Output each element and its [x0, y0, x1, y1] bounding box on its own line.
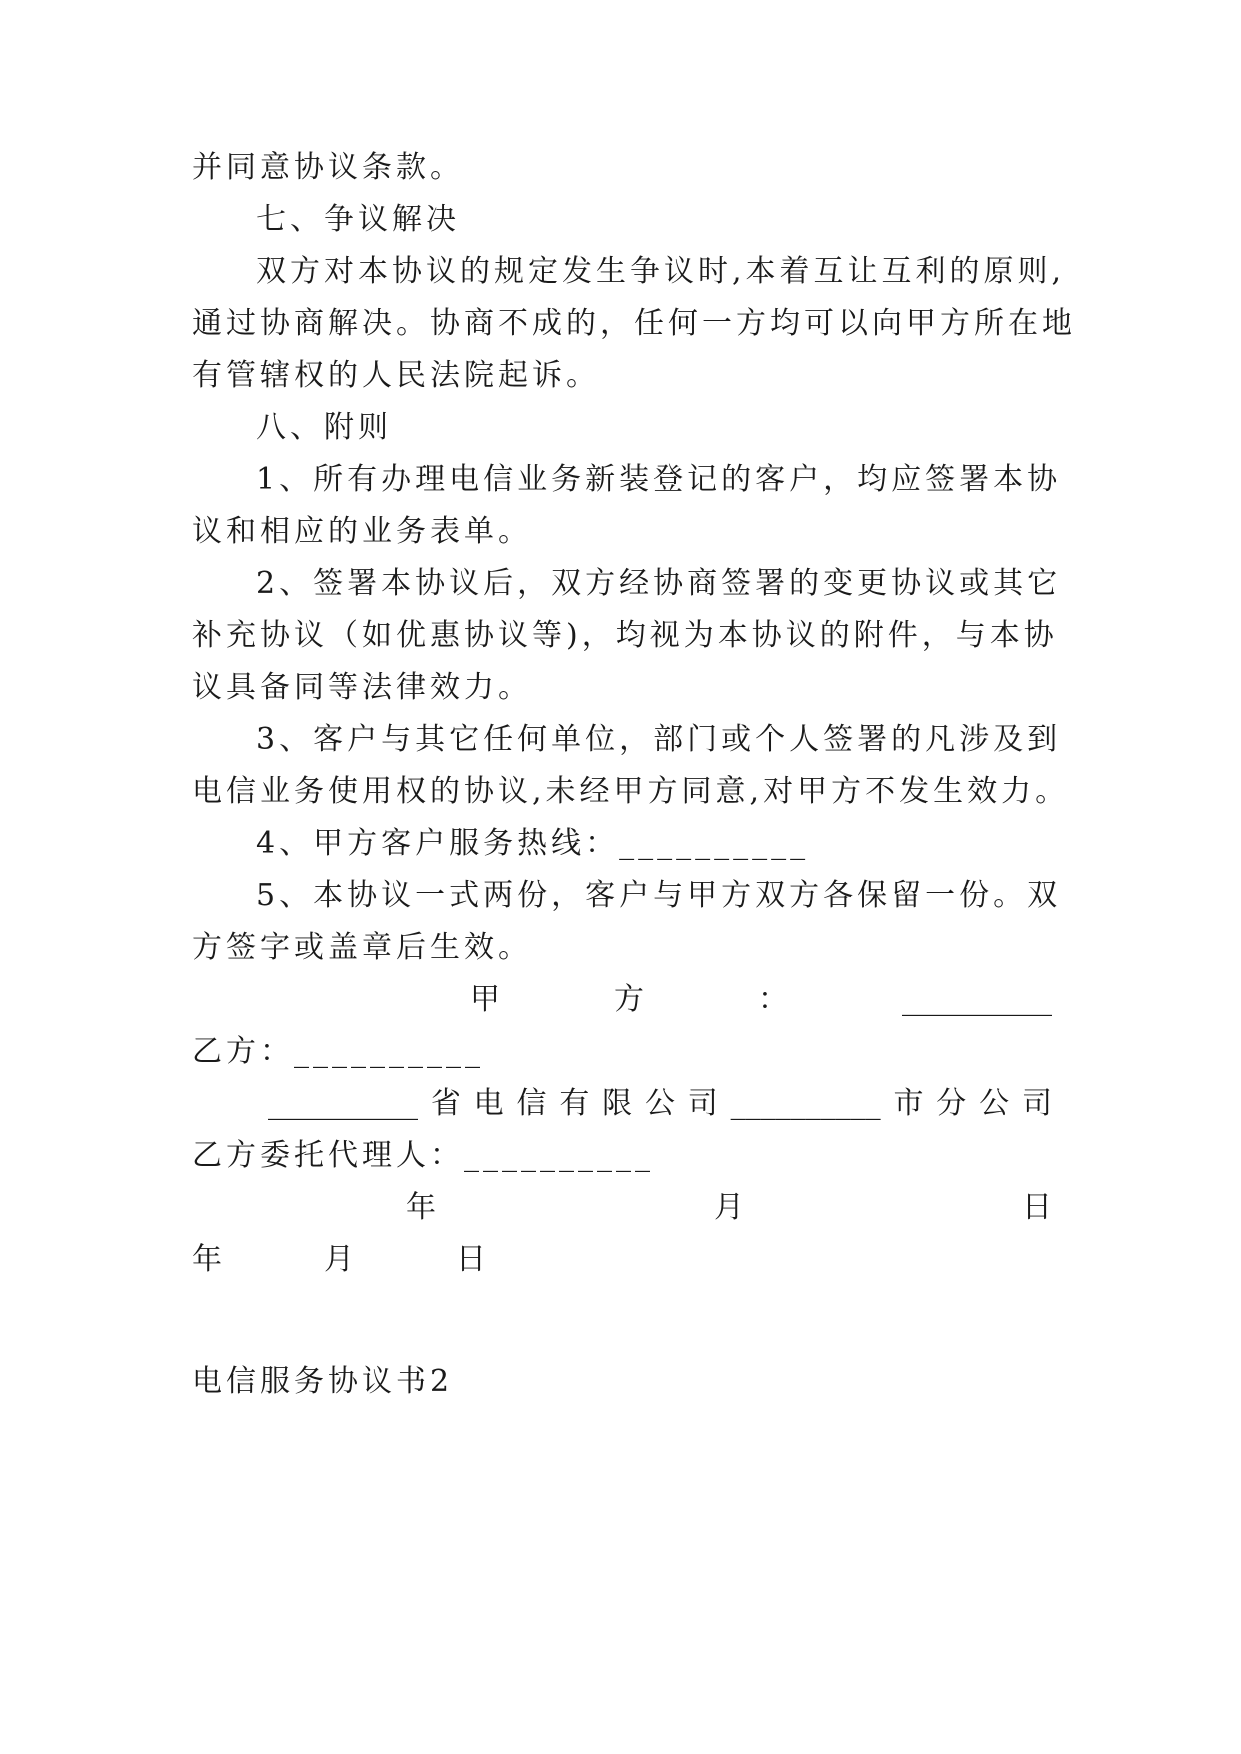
sign-char: 甲	[470, 982, 500, 1017]
party-b-signature-line: 乙方：__________	[192, 1034, 484, 1069]
paragraph-line: 议具备同等法律效力。	[192, 670, 532, 705]
paragraph-line: 5、本协议一式两份，客户与甲方双方各保留一份。双	[256, 878, 1062, 913]
date-year: 年	[406, 1190, 436, 1225]
section-heading-appendix: 八、附则	[256, 410, 392, 445]
section-heading-disputes: 七、争议解决	[256, 202, 460, 237]
paragraph-line: 有管辖权的人民法院起诉。	[192, 358, 600, 393]
hotline-line: 4、甲方客户服务热线：__________	[256, 826, 810, 861]
party-a-signature-line	[470, 980, 1052, 1020]
paragraph-line: 3、客户与其它任何单位，部门或个人签署的凡涉及到	[256, 722, 1062, 757]
company-char: 电	[473, 1086, 504, 1121]
company-blank: __________	[268, 1086, 418, 1121]
agent-line: 乙方委托代理人：__________	[192, 1138, 654, 1173]
paragraph-line: 议和相应的业务表单。	[192, 514, 532, 549]
paragraph-line: 电信业务使用权的协议,未经甲方同意,对甲方不发生效力。	[192, 774, 1070, 809]
sign-char: ：	[758, 982, 788, 1017]
company-blank: __________	[730, 1086, 881, 1121]
paragraph-line: 补充协议（如优惠协议等)，均视为本协议的附件，与本协	[192, 618, 1058, 653]
company-char: 省	[430, 1086, 461, 1121]
paragraph-line: 通过协商解决。协商不成的，任何一方均可以向甲方所在地	[192, 306, 1076, 341]
sign-char: 方	[614, 982, 644, 1017]
company-char: 司	[687, 1086, 718, 1121]
date-month: 月	[714, 1190, 744, 1225]
paragraph-line: 1、所有办理电信业务新装登记的客户，均应签署本协	[256, 462, 1062, 497]
date-line-2: 年 月 日	[192, 1242, 500, 1277]
company-char: 市	[893, 1086, 924, 1121]
company-line	[268, 1084, 1052, 1124]
company-char: 信	[516, 1086, 547, 1121]
paragraph-line: 方签字或盖章后生效。	[192, 930, 532, 965]
company-char: 公	[979, 1086, 1010, 1121]
sign-blank: __________	[902, 982, 1052, 1017]
company-char: 限	[602, 1086, 633, 1121]
paragraph-line: 双方对本协议的规定发生争议时,本着互让互利的原则,	[256, 254, 1066, 289]
company-char: 司	[1021, 1086, 1052, 1121]
paragraph-line: 并同意协议条款。	[192, 150, 464, 185]
date-day: 日	[1022, 1190, 1052, 1225]
company-char: 有	[559, 1086, 590, 1121]
date-line	[406, 1188, 1052, 1228]
company-char: 公	[644, 1086, 675, 1121]
company-char: 分	[936, 1086, 967, 1121]
next-document-title: 电信服务协议书2	[192, 1364, 454, 1399]
paragraph-line: 2、签署本协议后，双方经协商签署的变更协议或其它	[256, 566, 1062, 601]
